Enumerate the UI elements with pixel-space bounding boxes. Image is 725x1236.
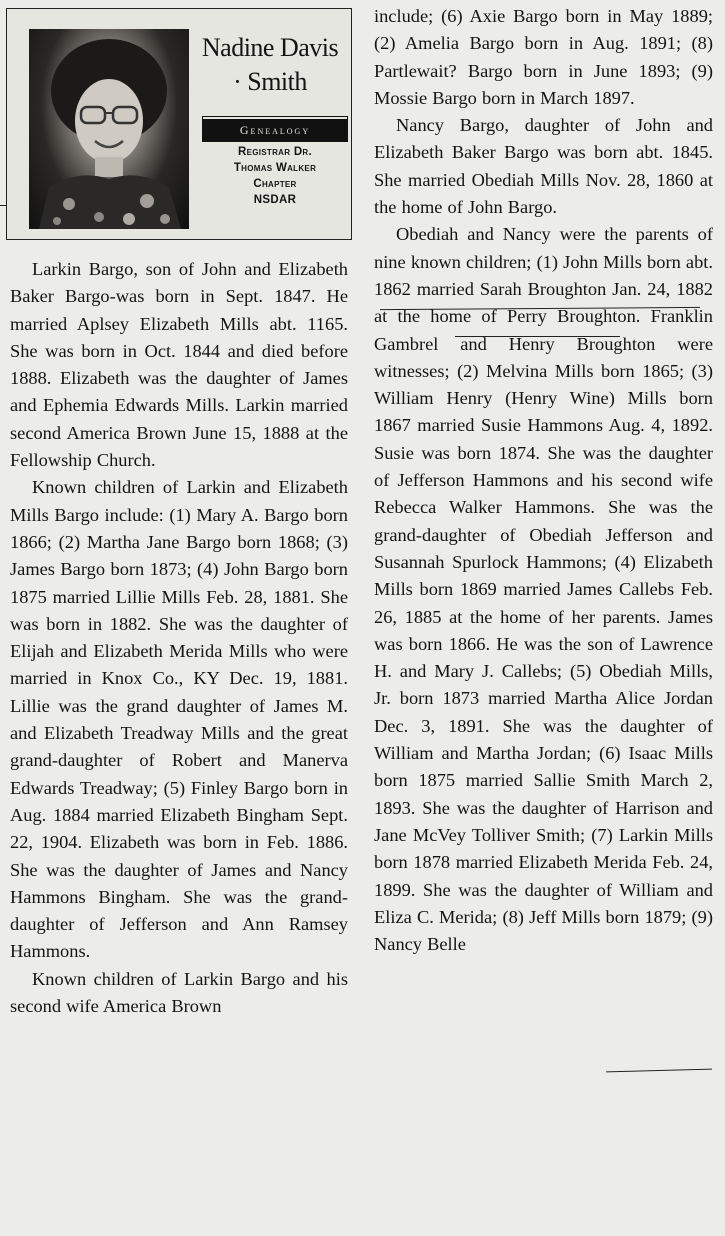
author-name	[195, 31, 345, 99]
column-header-box	[6, 8, 352, 240]
author-name-line2: · Smith	[233, 67, 307, 96]
author-role-line1: Registrar Dr.	[237, 146, 312, 158]
author-role-line2: Thomas Walker	[233, 162, 317, 174]
author-role-line4: NSDAR	[253, 194, 297, 206]
paragraph-larkin-children: Known children of Larkin and Elizabeth Mills Bargo include: (1) Mary A. Bargo born 1866; (2) Martha Jane Bargo born 1868; (3) James Bargo born 1873; (4) John Bargo born 1875 married Lillie Mills Feb. 28, 1881. She was born in 1882. She was the daughter of Elijah and Elizabeth Merida Mills who were married in Knox Co., KY Dec. 19, 1881. Lillie was the grand daughter of James M. and Elizabeth Treadway Mills and the great grand-daughter of Robert and Manerva Edwards Treadway; (5) Finley Bargo born in Aug. 1884 married Elizabeth Bingham Sept. 22, 1904. Elizabeth was born in Feb. 1886. She was the daughter of James and Nancy Hammons Bingham. She was the grand-daughter of Jefferson and Ann Ramsey Hammons.	[10, 477, 348, 962]
left-text-column	[10, 256, 348, 1020]
author-role-line3: Chapter	[253, 178, 297, 190]
paragraph-second-wife-children: Known children of Larkin Bargo and his second wife America Brown	[10, 968, 348, 1017]
paragraph-obediah-nancy-children: Obediah and Nancy were the parents of nine known children; (1) John Mills born abt. 1862 married Sarah Broughton Jan. 24, 1882 at the home of Perry Broughton. Franklin Gambrel and Henry Broughton were witnesses; (2) Melvina Mills born 1865; (3) William Henry (Henry Wine) Mills born 1867 married Susie Hammons Aug. 4, 1892. Susie was born 1874. She was the daughter of Jefferson Hammons and his second wife Rebecca Walker Hammons. She was the grand-daughter of Obediah Jefferson and Susannah Spurlock Hammons; (4) Elizabeth Mills born 1869 married James Callebs Feb. 26, 1885 at the home of her parents. James was born 1866. He was the son of Lawrence H. and Mary J. Callebs; (5) Obediah Mills, Jr. born 1873 married Martha Alice Jordan Dec. 3, 1891. She was the daughter of William and Martha Jordan; (6) Isaac Mills born 1875 married Sallie Smith March 2, 1893. She was the daughter of Harrison and Jane McVey Tolliver Smith; (7) Larkin Mills born 1878 married Elizabeth Merida Feb. 24, 1899. She was the daughter of William and Eliza C. Merida; (8) Jeff Mills born 1879; (9) Nancy Belle	[374, 224, 713, 955]
right-text-column	[374, 3, 713, 958]
paragraph-continued-children: include; (6) Axie Bargo born in May 1889; (2) Amelia Bargo born in Aug. 1891; (8) Partlewait? Bargo born in June 1893; (9) Mossie Bargo born in March 1897.	[374, 6, 713, 108]
column-title-banner: Genealogy	[203, 117, 347, 141]
pen-underline-nine-known	[455, 336, 620, 337]
author-photo	[29, 29, 189, 229]
paragraph-larkin-bargo: Larkin Bargo, son of John and Elizabeth Baker Bargo-was born in Sept. 1847. He married Aplsey Elizabeth Mills abt. 1165. She was born in Oct. 1844 and died before 1888. Elizabeth was the daughter of James and Ephemia Edwards Mills. Larkin married second America Brown June 15, 1888 at the Fellowship Church.	[10, 259, 348, 471]
author-role	[197, 144, 353, 208]
author-name-line1: Nadine Davis	[201, 33, 339, 62]
paragraph-nancy-bargo: Nancy Bargo, daughter of John and Elizabeth Baker Bargo was born abt. 1845. She married Obediah Mills Nov. 28, 1860 at the home of John Bargo.	[374, 115, 713, 218]
pen-underline-larkin	[606, 1069, 712, 1073]
author-portrait-icon	[29, 29, 189, 229]
